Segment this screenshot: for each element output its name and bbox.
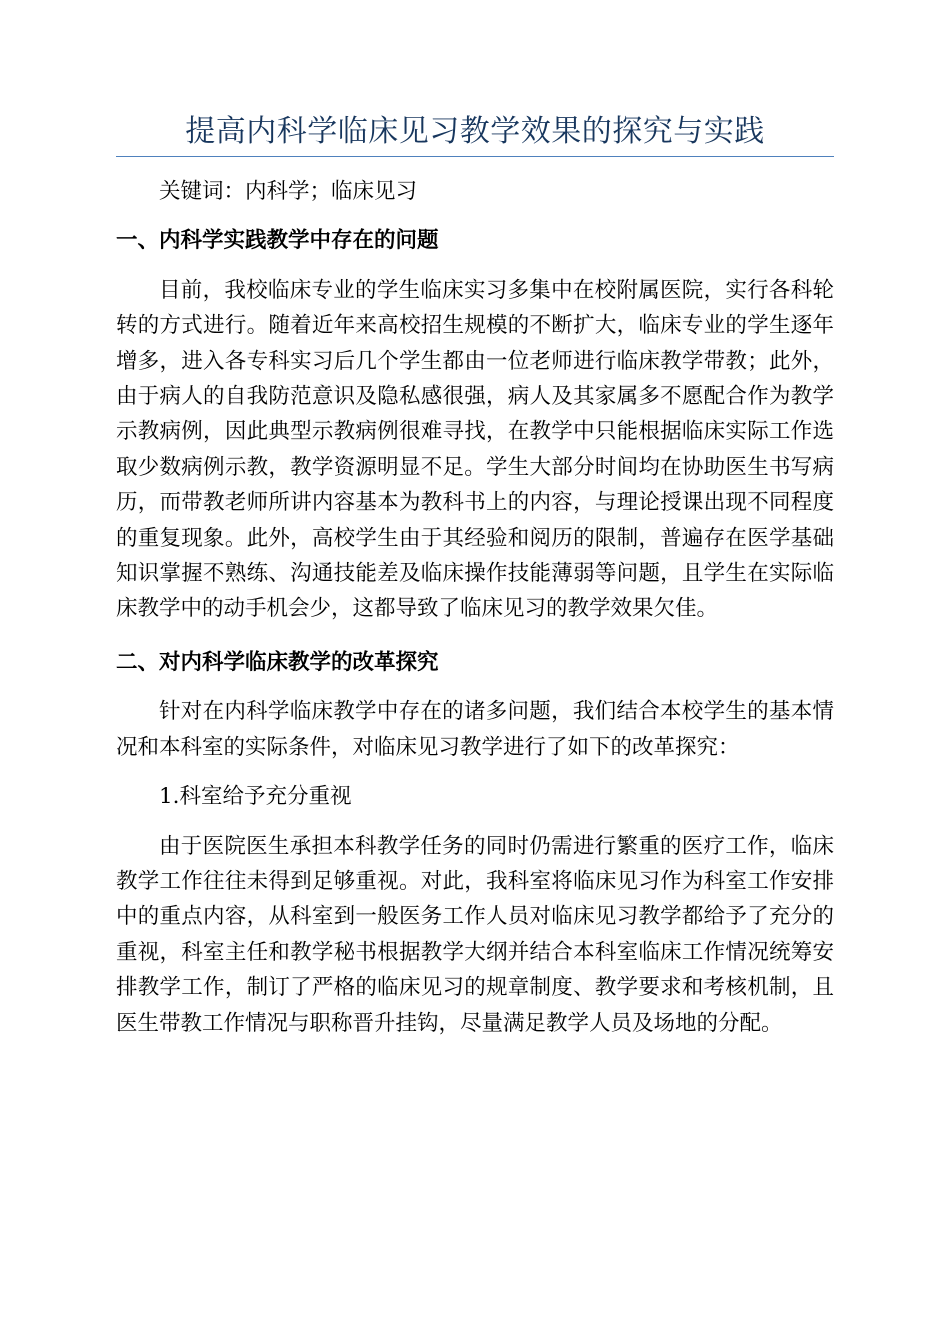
- section-1-heading: 一、内科学实践教学中存在的问题: [116, 228, 439, 254]
- subsection-1-heading: 1.科室给予充分重视: [159, 784, 352, 810]
- document-body: [116, 174, 834, 1041]
- title-block: [116, 106, 834, 157]
- document-title: 提高内科学临床见习教学效果的探究与实践: [185, 114, 765, 149]
- subsection-1-paragraph: 由于医院医生承担本科教学任务的同时仍需进行繁重的医疗工作，临床教学工作往往未得到足够重视。对此，我科室将临床见习作为科室工作安排中的重点内容，从科室到一般医务工作人员对临床见习教学都给予了充分的重视，科室主任和教学秘书根据教学大纲并结合本科室临床工作情况统筹安排教学工作，制订了严格的临床见习的规章制度、教学要求和考核机制，且医生带教工作情况与职称晋升挂钩，尽量满足教学人员及场地的分配。: [116, 833, 834, 1036]
- section-2-heading: 二、对内科学临床教学的改革探究: [116, 649, 439, 675]
- section-1-paragraph-1: 目前，我校临床专业的学生临床实习多集中在校附属医院，实行各科轮转的方式进行。随着近年来高校招生规模的不断扩大，临床专业的学生逐年增多，进入各专科实习后几个学生都由一位老师进行临床教学带教；此外，由于病人的自我防范意识及隐私感很强，病人及其家属多不愿配合作为教学示教病例，因此典型示教病例很难寻找，在教学中只能根据临床实际工作选取少数病例示教，教学资源明显不足。学生大部分时间均在协助医生书写病历，而带教老师所讲内容基本为教科书上的内容，与理论授课出现不同程度的重复现象。此外，高校学生由于其经验和阅历的限制，普遍存在医学基础知识掌握不熟练、沟通技能差及临床操作技能薄弱等问题，且学生在实际临床教学中的动手机会少，这都导致了临床见习的教学效果欠佳。: [116, 277, 834, 622]
- keywords-line: 关键词：内科学；临床见习: [159, 179, 418, 204]
- section-2-paragraph-1: 针对在内科学临床教学中存在的诸多问题，我们结合本校学生的基本情况和本科室的实际条件，对临床见习教学进行了如下的改革探究：: [116, 699, 834, 760]
